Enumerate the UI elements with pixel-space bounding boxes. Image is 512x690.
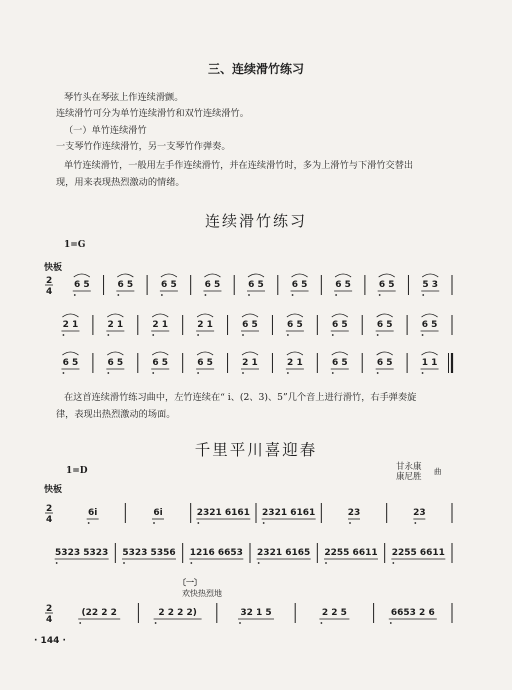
exercise-tempo: 快板 [44,263,63,273]
measure-notes: 2255 6611 [391,548,445,558]
slide-arc [332,314,348,317]
octave-dot [349,522,351,524]
octave-dot [107,334,109,336]
measure-notes: 2321 6161 [262,508,316,518]
slide-arc [74,274,90,277]
measure-notes: 5323 5323 [55,548,109,558]
measure-notes: 32 1 5 [240,608,272,618]
time-signature-bottom: 4 [46,615,53,625]
octave-dot [390,622,392,624]
rehearsal-mark: 〔一〕 [178,577,202,587]
slide-arc [107,314,123,317]
slide-arc [292,274,308,277]
octave-dot [88,522,90,524]
slide-arc [62,314,78,317]
exercise-title: 连续滑竹练习 [204,212,307,230]
expression-mark: 欢快热烈地 [182,589,222,598]
composer-role: 曲 [434,467,442,476]
section-title: 三、连续滑竹练习 [207,62,304,76]
time-signature-bottom: 4 [46,287,53,297]
slide-arc [204,274,220,277]
octave-dot [190,562,192,564]
slide-arc [377,352,393,355]
measure-notes: 6 5 [376,320,393,330]
measure-notes: 2 1 [197,320,213,330]
measure-notes: 1216 6653 [189,548,243,558]
octave-dot [117,294,119,296]
octave-dot [422,294,424,296]
measure-notes: 6 5 [335,280,351,290]
measure-notes: 2 1 [62,320,79,330]
octave-dot [263,522,265,524]
octave-dot [287,372,289,374]
measure-notes: 2 1 [287,358,303,368]
slide-arc [248,274,264,277]
slide-arc [422,352,438,355]
measure-notes: 1 1 [421,358,438,368]
slide-arc [62,352,78,355]
octave-dot [292,294,294,296]
octave-dot [392,562,394,564]
octave-dot [414,522,416,524]
measure-notes: (22 2 2 [81,608,117,618]
exercise-staff-row-3 [44,350,456,376]
slide-arc [287,314,303,317]
measure-notes: 6 5 [242,320,258,330]
measure-notes: 6 5 [161,280,177,290]
time-signature-top: 2 [46,604,53,614]
measure-notes: 6 5 [117,280,134,290]
slide-arc [377,314,393,317]
octave-dot [422,334,424,336]
measure-notes: 6 5 [331,320,348,330]
exercise-staff-row-2 [44,312,456,338]
slide-arc [335,274,351,277]
measure-notes: 6653 2 6 [390,608,435,618]
measure-notes: 2 1 [242,358,258,368]
octave-dot [258,562,260,564]
measure-notes: 2 1 [152,320,169,330]
slide-arc [422,314,438,317]
measure-notes: 5323 5356 [122,548,176,558]
measure-notes: 6 5 [376,358,393,368]
paragraph-4: 一支琴竹作连续滑竹，另一支琴竹作弹奏。 [56,141,231,152]
slide-arc [287,352,303,355]
composer-1: 甘永康 [396,462,422,472]
measure-notes: 6 5 [291,280,308,290]
octave-dot [335,294,337,296]
piece-staff-row-2 [44,540,456,566]
slide-arc [107,352,123,355]
measure-notes: 6i [87,508,98,518]
octave-dot [239,622,241,624]
measure-notes: 6 5 [107,358,124,368]
octave-dot [161,294,163,296]
slide-arc [197,352,213,355]
measure-notes: 2255 6611 [324,548,378,558]
measure-notes: 5 3 [422,280,439,290]
measure-notes: 6 5 [197,358,213,368]
slide-arc [117,274,133,277]
measure-notes: 23 [413,508,426,518]
measure-notes: 6 5 [331,358,348,368]
slide-arc [152,314,168,317]
piece-key: 1=D [66,466,88,476]
octave-dot [153,522,155,524]
paragraph-6: 现，用来表现热烈激动的情绪。 [56,177,185,188]
paragraph-1: 琴竹头在琴弦上作连续滑颤。 [64,92,184,103]
measure-notes: 6 5 [152,358,169,368]
page-number: · 144 · [34,636,66,646]
octave-dot [63,372,65,374]
measure-notes: 2 1 [107,320,124,330]
time-signature-bottom: 4 [46,515,53,525]
octave-dot [152,334,154,336]
slide-arc [161,274,177,277]
composer-2: 康尼胜 [396,472,422,482]
octave-dot [63,334,65,336]
measure-notes: 6 5 [204,280,221,290]
octave-dot [242,334,244,336]
composer-block [396,462,422,482]
octave-dot [155,622,157,624]
octave-dot [379,294,381,296]
time-signature-top: 2 [46,504,53,514]
measure-notes: 6 5 [248,280,264,290]
measure-notes: 2321 6165 [257,548,311,558]
exercise-staff-row-1 [44,272,456,298]
exercise-key: 1=G [64,240,86,250]
octave-dot [123,562,125,564]
octave-dot [152,372,154,374]
octave-dot [321,622,323,624]
octave-dot [107,372,109,374]
piece-staff-row-3 [44,600,456,626]
paragraph-3: （一）单竹连续滑竹 [64,125,147,136]
octave-dot [248,294,250,296]
octave-dot [422,372,424,374]
piece-tempo: 快板 [44,485,63,495]
measure-notes: 23 [347,508,361,518]
octave-dot [205,294,207,296]
octave-dot [56,562,58,564]
measure-notes: 6i [153,508,163,518]
octave-dot [79,622,81,624]
measure-notes: 6 5 [421,320,438,330]
octave-dot [197,334,199,336]
slide-arc [242,352,258,355]
slide-arc [152,352,168,355]
octave-dot [325,562,327,564]
paragraph-2: 连续滑竹可分为单竹连续滑竹和双竹连续滑竹。 [56,108,249,119]
paragraph-5: 单竹连续滑竹，一般用左手作连续滑竹，并在连续滑竹时，多为上滑竹与下滑竹交替出 [64,160,414,171]
slide-arc [422,274,438,277]
measure-notes: 2 2 2 2) [158,608,197,618]
octave-dot [74,294,76,296]
measure-notes: 2 2 5 [321,608,347,618]
octave-dot [197,372,199,374]
measure-notes: 6 5 [378,280,395,290]
measure-notes: 6 5 [62,358,79,368]
octave-dot [377,334,379,336]
time-signature-top: 2 [46,276,53,286]
octave-dot [332,334,334,336]
piece-staff-row-1 [44,500,456,526]
octave-dot [332,372,334,374]
octave-dot [197,522,199,524]
measure-notes: 6 5 [73,280,90,290]
measure-notes: 2321 6161 [196,508,250,518]
slide-arc [332,352,348,355]
octave-dot [242,372,244,374]
measure-notes: 6 5 [287,320,303,330]
slide-arc [242,314,258,317]
explanation-line-2: 律，表现出热烈激动的场面。 [56,409,176,420]
slide-arc [197,314,213,317]
explanation-line-1: 在这首连续滑竹练习曲中，左竹连续在“ i、(2、3)、5”几个音上进行滑竹，右手弹奏旋 [64,392,417,403]
octave-dot [377,372,379,374]
octave-dot [287,334,289,336]
slide-arc [379,274,395,277]
piece-title: 千里平川喜迎春 [194,441,318,459]
